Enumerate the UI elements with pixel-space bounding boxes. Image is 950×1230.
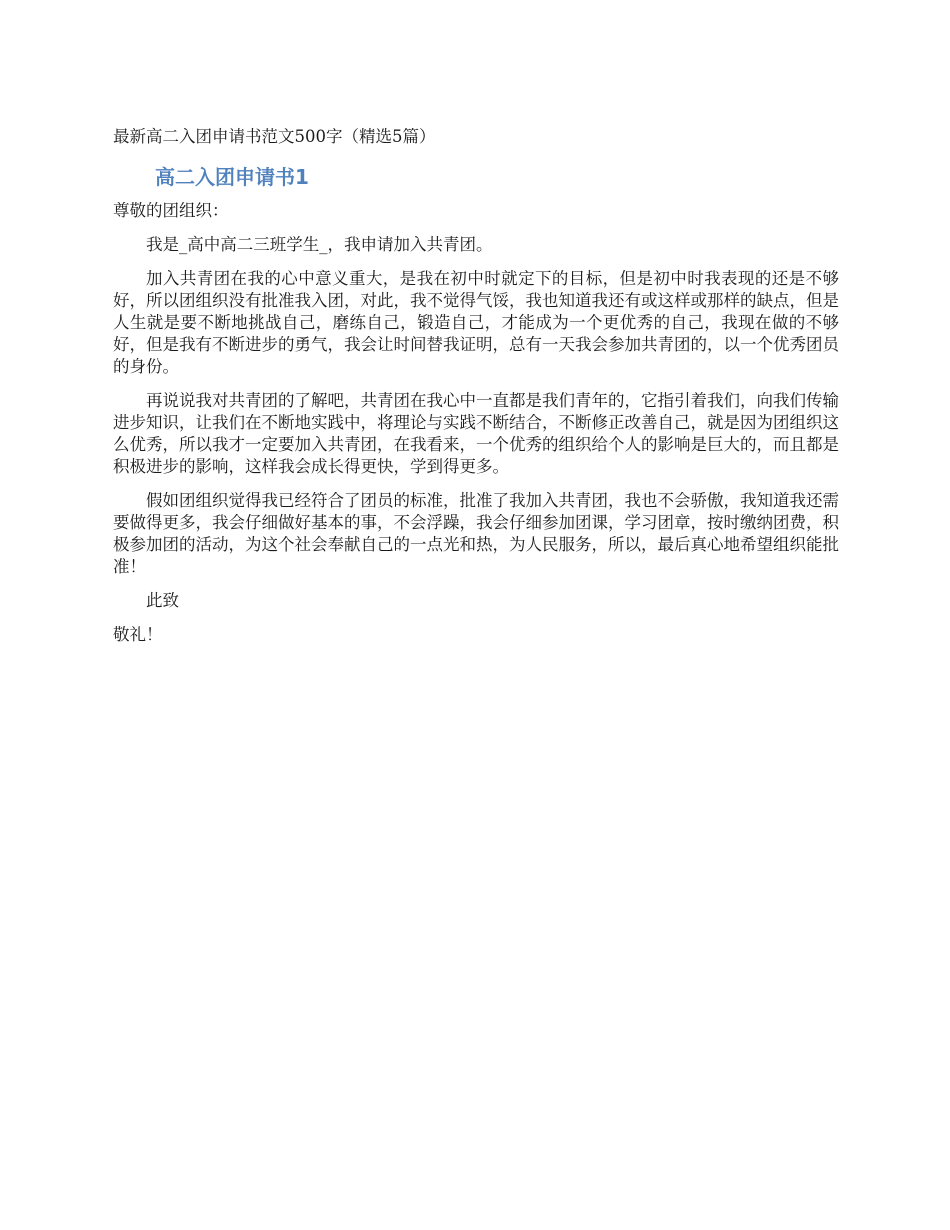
paragraph-understanding: 再说说我对共青团的了解吧，共青团在我心中一直都是我们青年的，它指引着我们，向我们传输进步知识，让我们在不断地实践中，将理论与实践不断结合，不断修正改善自己，就是因为团组织这么优秀，所以我才一定要加入共青团，在我看来，一个优秀的组织给个人的影响是巨大的，而且都是积极进步的影响，这样我会成长得更快，学到得更多。 [113,391,839,476]
closing-text: 此致 [146,591,179,610]
regards-text: 敬礼！ [113,625,163,644]
paragraph-intro: 我是_高中高二三班学生_，我申请加入共青团。 [146,235,493,254]
section-heading: 高二入团申请书1 [155,165,309,189]
salutation: 尊敬的团组织： [113,201,229,220]
document-title: 最新高二入团申请书范文500字（精选5篇） [113,127,436,146]
paragraph-commitment: 假如团组织觉得我已经符合了团员的标准，批准了我加入共青团，我也不会骄傲，我知道我还需要做得更多，我会仔细做好基本的事，不会浮躁，我会仔细参加团课，学习团章，按时缴纳团费，积极参加团的活动，为这个社会奉献自己的一点光和热，为人民服务，所以，最后真心地希望组织能批准！ [113,491,839,576]
paragraph-motivation: 加入共青团在我的心中意义重大，是我在初中时就定下的目标，但是初中时我表现的还是不够好，所以团组织没有批准我入团，对此，我不觉得气馁，我也知道我还有或这样或那样的缺点，但是人生就是要不断地挑战自己，磨练自己，锻造自己，才能成为一个更优秀的自己，我现在做的不够好，但是我有不断进步的勇气，我会让时间替我证明，总有一天我会参加共青团的，以一个优秀团员的身份。 [113,269,839,376]
document-body [113,125,839,646]
